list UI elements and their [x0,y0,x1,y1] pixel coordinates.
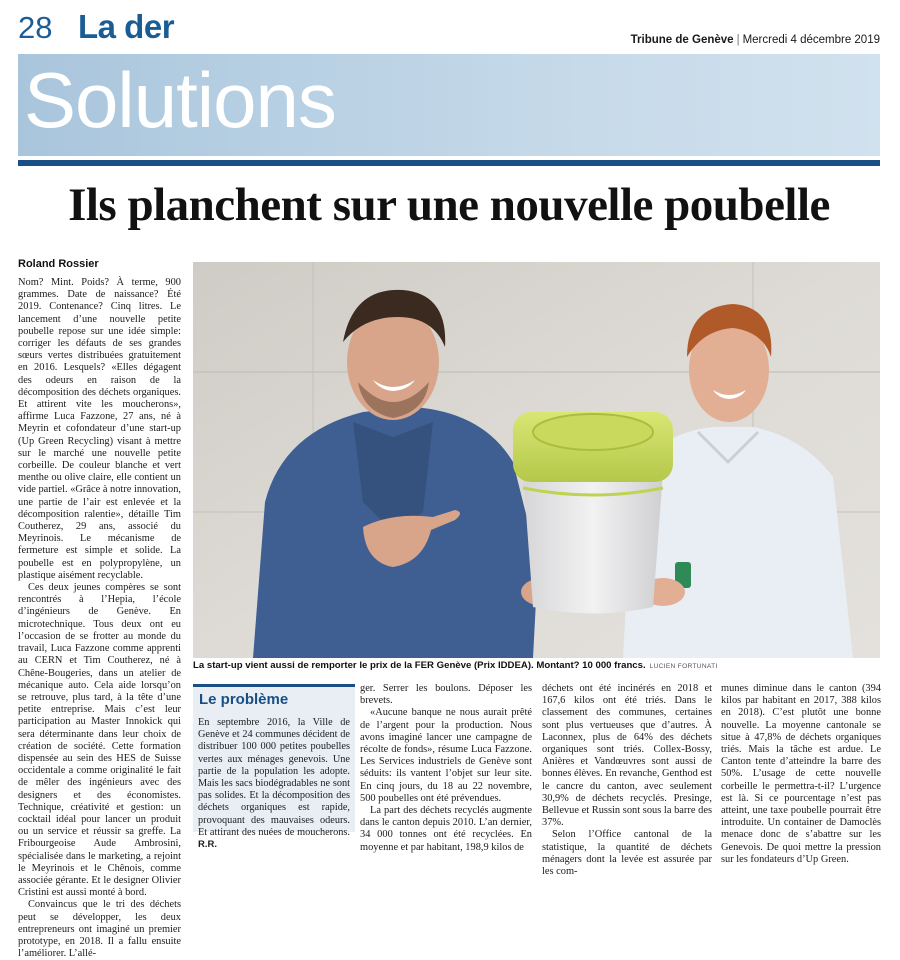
paragraph: ger. Serrer les boulons. Déposer les brevets. [360,683,532,707]
caption-text: La start-up vient aussi de remporter le prix de la FER Genève (Prix IDDEA). Montant? 10 000 francs. [193,660,646,671]
masthead [631,34,880,46]
article-column-2 [360,683,532,853]
sidebar-body: En septembre 2016, la Ville de Genève et 24 communes décident de distribuer 100 000 petites poubelles vertes aux ménages genevois. Une partie de la population les adopte. Mais les sacs biodégradables ne sont pas solides. Et la décomposition des déchets organiques est rapide, provoquant des mauvaises odeurs. Et attirant des nuées de moucherons. [198,717,350,838]
section-banner [18,54,880,156]
photo-caption [193,660,880,671]
paragraph: Selon l’Office cantonal de la statistique, la quantité de déchets ménagers dont la levée est assurée par les com- [542,829,712,878]
article-photo [193,262,880,658]
banner-rule [18,160,880,166]
article-byline: Roland Rossier [18,258,99,270]
photo-credit: LUCIEN FORTUNATI [649,663,718,670]
paragraph: déchets ont été incinérés en 2018 et 167,6 kilos ont été triés. Dans le classement des communes, certaines sont plus vertueuses que d’autres. À Laconnex, plus de 64% des déchets organiques sont triés. Collex-Bossy, Anières et Vandœuvres sont aussi de bonnes élèves. En revanche, Genthod est le cancre du canton, avec seulement 30,9% de déchets recyclés. Presinge, Bellevue et Russin sont sous la barre des 37%. [542,683,712,829]
article-column-3 [542,683,712,878]
article-column-1 [18,277,182,960]
sidebar-title: Le problème [199,691,289,708]
article-column-4 [721,683,881,865]
sidebar-signature: R.R. [198,839,217,851]
sidebar-text [198,717,350,851]
paragraph: munes diminue dans le canton (394 kilos par habitant en 2017, 388 kilos en 2018). C’est plutôt une bonne nouvelle. La moyenne cantonale se situe à 47,8% de déchets organiques triés. Mais la tâche est ardue. Le Canton tente d’atteindre la barre des 50%. L’usage de cette nouvelle corbeille le permettra-t-il? L’urgence est là. Si ce pourcentage n’est pas atteint, une taxe poubelle pourrait être introduite. Un container de Damoclès menace donc de s’abattre sur les Genevois. De quoi mettre la pression sur les fondateurs d’Up Green. [721,683,881,865]
masthead-separator: | [736,34,740,46]
page-header [18,8,882,48]
banner-title: Solutions [24,56,336,144]
article-headline: Ils planchent sur une nouvelle poubelle [68,179,830,231]
paragraph: La part des déchets recyclés augmente dans le canton depuis 2010. L’an dernier, 34 000 tonnes ont été recyclées. En moyenne et par habitant, 198,9 kilos de [360,805,532,853]
paragraph: Ces deux jeunes compères se sont rencontrés à l’Hepia, l’école d’ingénieurs de Genève. En microtechnique. Tous deux ont eu l’occasion de se frotter au monde du travail, Luca Fazzone comme apprenti au CERN et Tim Coutherez, né à Chêne-Bougeries, dans un atelier de mécanique auto. Cela aide lorsqu’on se retrouve, plus tard, à la tête d’une petite entreprise. Mais c’est leur participation au Master Innokick qui sera déterminante dans leur choix de création de société. Cette formation dispensée au sein des HES de Suisse occidentale a comme originalité le fait de mêler des ingénieurs avec des designers et des économistes. Technique, créativité et gestion: un cocktail idéal pour lancer un produit ou un service et réussir sa greffe. La Fribourgeoise Aude Ambrosini, spécialisée dans le marketing, a rejoint le Meyrinois et le Chênois, comme associée gérante. Et le designer Olivier Cristini est aussi monté à bord. [18,582,181,899]
page-number: 28 [18,10,53,45]
paragraph: Convaincus que le tri des déchets peut se développer, les deux entrepreneurs ont imaginé un premier prototype, en 2018. Il a fallu ensuite l’améliorer. L’allé- [18,899,181,960]
section-name: La der [78,8,175,45]
sidebar-box [193,684,355,851]
publication-name: Tribune de Genève [630,34,734,46]
issue-date: Mercredi 4 décembre 2019 [742,34,880,46]
paragraph: Nom? Mint. Poids? À terme, 900 grammes. Date de naissance? Été 2019. Contenance? Cinq litres. Le lancement d’une nouvelle petite poubelle repose sur une idée simple: corriger les défauts de ses grandes sœurs vertes distribuées gratuitement en 2016. Lesquels? «Elles dégagent des odeurs en raison de la décomposition des déchets organiques. Et attirent vite les moucherons», affirme Luca Fazzone, 27 ans, né à Meyrin et cofondateur d’une start-up (Up Green Recycling) visant à mettre sur le marché une nouvelle petite corbeille. De couleur blanche et vert menthe ou olive claire, elle contient un vide partiel. «Grâce à notre innovation, une partie de l’air est enlevée et la décomposition ralentie», détaille Tim Coutherez, 29 ans, associé du Meyrinois. Le mécanisme de fermeture est simple et solide. La poubelle est en polypropylène, un plastique aisément recyclable. [18,277,182,581]
paragraph: «Aucune banque ne nous aurait prêté de l’argent pour la production. Nous avons imaginé lancer une campagne de récolte de fonds», résume Luca Fazzone. Les Services industriels de Genève sont séduits: ils vantent l’objet sur leur site. En cinq jours, du 18 au 22 novembre, 500 poubelles ont été prévendues. [360,707,532,804]
